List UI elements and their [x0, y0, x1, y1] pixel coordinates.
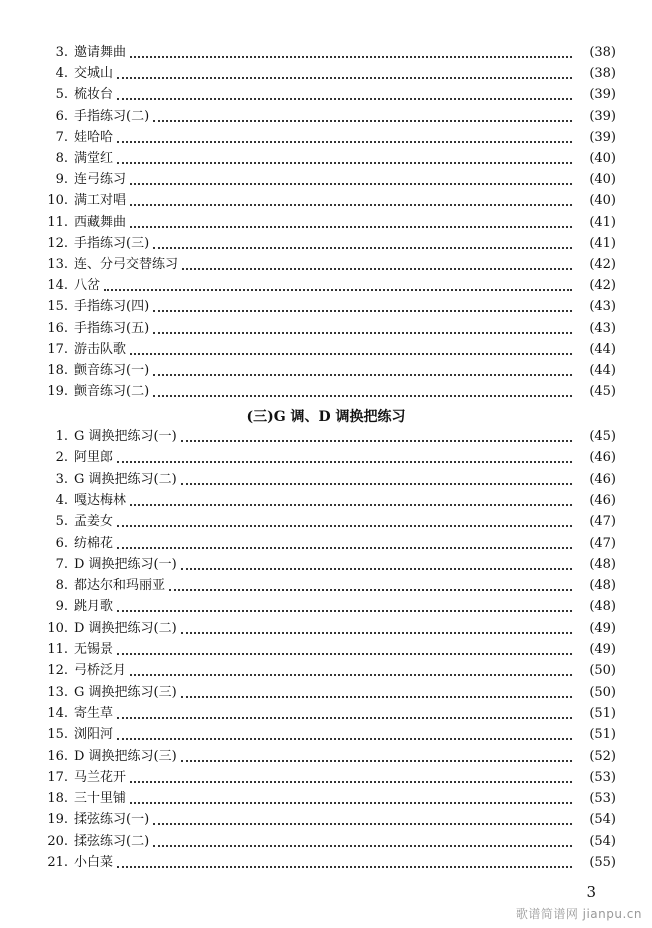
- entry-page: (38): [589, 45, 616, 60]
- entry-page: (47): [589, 535, 616, 551]
- dot-leader: [181, 481, 572, 485]
- entry-number: 4.: [55, 66, 68, 82]
- entry-page: (54): [589, 833, 616, 849]
- entry-page: (39): [589, 108, 616, 124]
- entry-page: (46): [589, 471, 616, 487]
- toc-entry: [44, 596, 616, 618]
- entry-page: (40): [589, 193, 616, 209]
- entry-page: (50): [589, 684, 616, 700]
- toc-entry: [44, 703, 616, 725]
- entry-title: 颤音练习(一): [74, 363, 150, 378]
- watermark: 歌谱简谱网 jianpu.cn: [515, 907, 642, 921]
- entry-title: 三十里铺: [74, 791, 127, 807]
- entry-page: (45): [589, 384, 616, 400]
- entry-title: 揉弦练习(一): [74, 812, 150, 828]
- entry-page: (48): [589, 578, 616, 594]
- entry-number: 7.: [55, 556, 68, 572]
- dot-leader: [153, 372, 572, 376]
- dot-leader: [130, 202, 572, 206]
- entry-page: (54): [589, 812, 616, 828]
- entry-page: (39): [589, 87, 616, 103]
- entry-page: (53): [589, 769, 616, 785]
- toc-entry: [44, 148, 616, 170]
- toc-entry: [44, 809, 616, 831]
- toc-entry: [44, 618, 616, 640]
- entry-title: 游击队歌: [74, 341, 127, 357]
- entry-title: 小白菜: [74, 855, 114, 870]
- toc-entry: [44, 831, 616, 853]
- entry-number: 3.: [55, 471, 68, 487]
- entry-page: (49): [589, 642, 616, 657]
- toc-entry: [44, 275, 616, 297]
- toc-entry: [44, 852, 616, 874]
- toc-entry: [44, 426, 616, 448]
- toc-entry: [44, 212, 616, 234]
- toc-entry: [44, 746, 616, 768]
- entry-number: 14.: [47, 705, 68, 721]
- dot-leader: [153, 118, 572, 122]
- entry-title: 嘎达梅林: [74, 492, 127, 508]
- entry-page: (40): [589, 172, 616, 188]
- dot-leader: [181, 438, 572, 442]
- entry-title: D 调换把练习(三): [74, 748, 177, 764]
- entry-title: 手指练习(三): [74, 235, 150, 251]
- entry-page: (52): [589, 748, 616, 764]
- entry-title: G 调换把练习(一): [74, 429, 177, 444]
- dot-leader: [182, 266, 572, 270]
- entry-number: 9.: [55, 599, 68, 615]
- dot-leader: [130, 502, 572, 506]
- entry-number: 9.: [55, 172, 68, 188]
- dot-leader: [117, 459, 572, 463]
- entry-title: D 调换把练习(一): [74, 556, 177, 572]
- entry-number: 15.: [47, 727, 68, 743]
- toc-entry: [44, 724, 616, 746]
- toc-entry: [44, 106, 616, 128]
- dot-leader: [117, 75, 572, 79]
- dot-leader: [130, 800, 572, 804]
- entry-title: 交城山: [74, 66, 114, 82]
- entry-number: 4.: [55, 492, 68, 508]
- toc-entry: [44, 318, 616, 340]
- entry-title: 颤音练习(二): [74, 384, 150, 400]
- toc-entry: [44, 190, 616, 212]
- entry-title: 无锡景: [74, 642, 114, 657]
- entry-number: 13.: [47, 257, 68, 272]
- dot-leader: [153, 308, 572, 312]
- toc-entry: [44, 254, 616, 276]
- entry-title: 满堂红: [74, 151, 114, 166]
- dot-leader: [117, 864, 572, 868]
- entry-page: (39): [589, 129, 616, 145]
- entry-title: 都达尔和玛丽亚: [74, 578, 166, 594]
- entry-number: 12.: [47, 235, 68, 251]
- dot-leader: [153, 821, 572, 825]
- entry-title: 连弓练习: [74, 172, 127, 188]
- entry-number: 18.: [47, 791, 68, 807]
- entry-title: 弓桥泛月: [74, 663, 127, 679]
- entry-title: 浏阳河: [74, 727, 114, 743]
- entry-number: 16.: [47, 748, 68, 764]
- entry-page: (50): [589, 663, 616, 679]
- dot-leader: [117, 139, 572, 143]
- entry-number: 3.: [55, 45, 68, 60]
- toc-entry: [44, 554, 616, 576]
- entry-number: 8.: [55, 578, 68, 594]
- dot-leader: [117, 608, 572, 612]
- entry-page: (55): [589, 855, 616, 870]
- toc-entry: [44, 469, 616, 491]
- entry-number: 11.: [47, 214, 68, 230]
- entry-title: 连、分弓交替练习: [74, 257, 179, 272]
- dot-leader: [130, 224, 572, 228]
- dot-leader: [130, 181, 572, 185]
- entry-page: (42): [589, 257, 616, 272]
- toc-entry: [44, 767, 616, 789]
- entry-title: 阿里郎: [74, 450, 114, 466]
- entry-page: (49): [589, 620, 616, 636]
- dot-leader: [130, 54, 572, 58]
- entry-number: 10.: [47, 193, 68, 209]
- entry-number: 18.: [47, 363, 68, 378]
- entry-title: 纺棉花: [74, 535, 114, 551]
- entry-title: 八岔: [74, 278, 101, 294]
- entry-page: (48): [589, 599, 616, 615]
- entry-title: 邀请舞曲: [74, 45, 127, 60]
- dot-leader: [104, 287, 572, 291]
- entry-number: 7.: [55, 129, 68, 145]
- entry-title: 手指练习(五): [74, 320, 150, 336]
- entry-number: 1.: [55, 429, 68, 444]
- page-number: 3: [586, 883, 596, 901]
- toc-entry: [44, 360, 616, 382]
- entry-number: 10.: [47, 620, 68, 636]
- entry-page: (43): [589, 299, 616, 315]
- entry-number: 17.: [47, 341, 68, 357]
- entry-number: 12.: [47, 663, 68, 679]
- dot-leader: [130, 779, 572, 783]
- dot-leader: [117, 96, 572, 100]
- entry-title: 西藏舞曲: [74, 214, 127, 230]
- entry-page: (42): [589, 278, 616, 294]
- entry-number: 17.: [47, 769, 68, 785]
- dot-leader: [153, 843, 572, 847]
- entry-title: 梳妆台: [74, 87, 114, 103]
- toc-entry: [44, 660, 616, 682]
- entry-page: (38): [589, 66, 616, 82]
- entry-page: (51): [589, 727, 616, 743]
- entry-number: 2.: [55, 450, 68, 466]
- entry-number: 13.: [47, 684, 68, 700]
- toc-entry: [44, 169, 616, 191]
- entry-number: 15.: [47, 299, 68, 315]
- entry-number: 5.: [55, 514, 68, 530]
- dot-leader: [117, 545, 572, 549]
- toc-entry: [44, 233, 616, 255]
- dot-leader: [117, 160, 572, 164]
- toc-entry: [44, 788, 616, 810]
- entry-number: 14.: [47, 278, 68, 294]
- dot-leader: [181, 758, 572, 762]
- entry-title: 满工对唱: [74, 193, 127, 209]
- entry-page: (43): [589, 320, 616, 336]
- dot-leader: [153, 245, 572, 249]
- toc-entry: [44, 339, 616, 361]
- dot-leader: [181, 630, 572, 634]
- entry-page: (44): [589, 363, 616, 378]
- toc-entry: [44, 296, 616, 318]
- entry-page: (48): [589, 556, 616, 572]
- entry-title: 跳月歌: [74, 599, 114, 615]
- entry-number: 20.: [47, 833, 68, 849]
- dot-leader: [181, 566, 572, 570]
- entry-number: 19.: [47, 384, 68, 400]
- entry-title: G 调换把练习(二): [74, 471, 177, 487]
- toc-entry: [44, 84, 616, 106]
- entry-page: (46): [589, 492, 616, 508]
- entry-page: (51): [589, 705, 616, 721]
- entry-page: (45): [589, 429, 616, 444]
- toc-entry: [44, 127, 616, 149]
- toc-entry: [44, 490, 616, 512]
- entry-number: 8.: [55, 151, 68, 166]
- entry-page: (47): [589, 514, 616, 530]
- entry-title: 手指练习(四): [74, 299, 150, 315]
- toc-entry: [44, 575, 616, 597]
- dot-leader: [117, 523, 572, 527]
- entry-title: 娃哈哈: [74, 129, 114, 145]
- entry-number: 21.: [47, 855, 68, 870]
- entry-page: (46): [589, 450, 616, 466]
- dot-leader: [130, 672, 572, 676]
- dot-leader: [181, 694, 572, 698]
- entry-number: 19.: [47, 812, 68, 828]
- dot-leader: [117, 715, 572, 719]
- entry-title: 孟姜女: [74, 514, 114, 530]
- entry-title: 寄生草: [74, 705, 114, 721]
- toc-entry: [44, 511, 616, 533]
- toc-entry: [44, 42, 616, 64]
- toc-entry: [44, 381, 616, 403]
- entry-title: 手指练习(二): [74, 108, 150, 124]
- toc-entry: [44, 63, 616, 85]
- entry-page: (53): [589, 791, 616, 807]
- entry-page: (41): [589, 214, 616, 230]
- entry-number: 5.: [55, 87, 68, 103]
- dot-leader: [169, 587, 572, 591]
- entry-number: 6.: [55, 535, 68, 551]
- entry-number: 6.: [55, 108, 68, 124]
- toc-entry: [44, 447, 616, 469]
- entry-page: (40): [589, 151, 616, 166]
- entry-page: (41): [589, 235, 616, 251]
- dot-leader: [153, 393, 572, 397]
- entry-title: 揉弦练习(二): [74, 833, 150, 849]
- dot-leader: [130, 351, 572, 355]
- toc-entry: [44, 639, 616, 661]
- entry-number: 11.: [47, 642, 68, 657]
- section-heading: (三)G 调、D 调换把练习: [246, 409, 406, 425]
- entry-page: (44): [589, 341, 616, 357]
- dot-leader: [117, 736, 572, 740]
- dot-leader: [153, 330, 572, 334]
- dot-leader: [117, 651, 572, 655]
- entry-title: D 调换把练习(二): [74, 620, 177, 636]
- entry-number: 16.: [47, 320, 68, 336]
- toc-entry: [44, 682, 616, 704]
- entry-title: 马兰花开: [74, 769, 127, 785]
- entry-title: G 调换把练习(三): [74, 684, 177, 700]
- toc-entry: [44, 533, 616, 555]
